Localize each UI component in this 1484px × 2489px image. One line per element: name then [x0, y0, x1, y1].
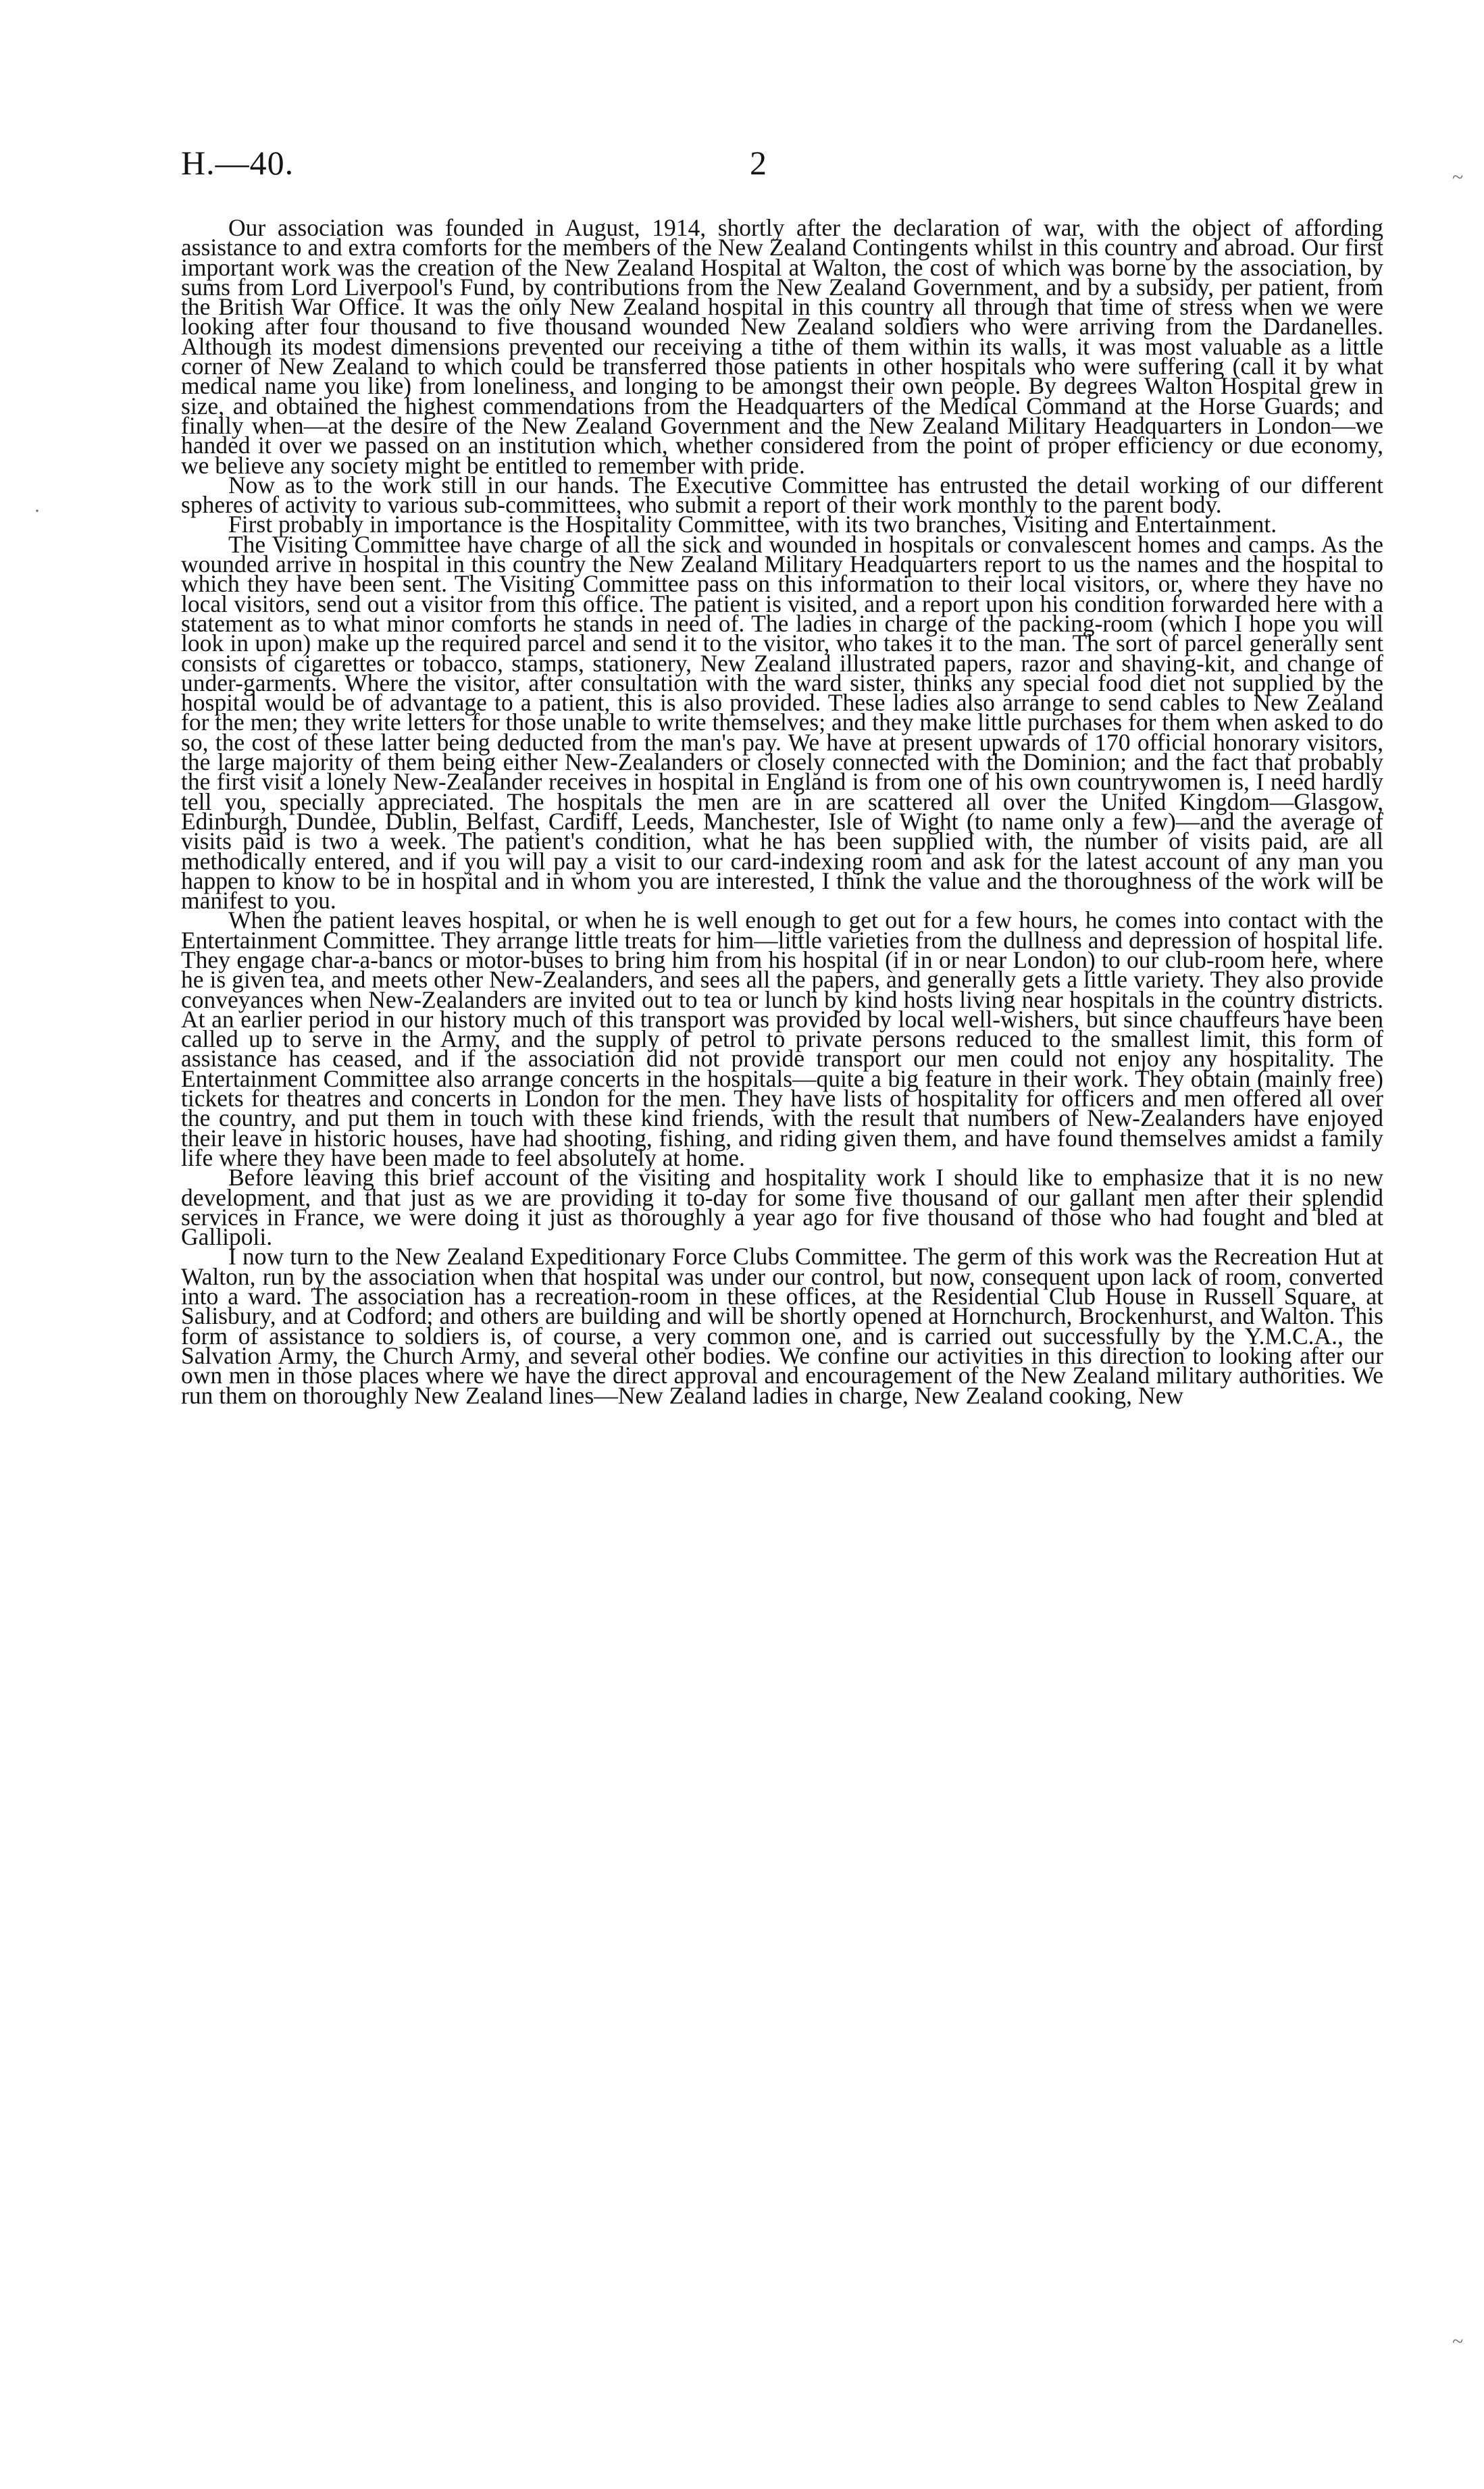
- page-number: 2: [750, 144, 767, 182]
- paragraph: The Visiting Committee have charge of all the sick and wounded in hospitals or convalescent homes and camps. As the wounded arrive in hospital in this country the New Zealand Military Headquarters report to us the names and the hospital to which they have been sent. The Visiting Committee pass on this information to their local visitors, or, where they have no local visitors, send out a visitor from this office. The patient is visited, and a report upon his condition forwarded here with a statement as to what minor comforts he stands in need of. The ladies in charge of the packing-room (which I hope you will look in upon) make up the required parcel and send it to the visitor, who takes it to the man. The sort of parcel generally sent consists of cigarettes or tobacco, stamps, stationery, New Zealand illustrated papers, razor and shaving-kit, and change of under-garments. Where the visitor, after consultation with the ward sister, thinks any special food diet not supplied by the hospital would be of advantage to a patient, this is also provided. These ladies also arrange to send cables to New Zealand for the men; they write letters for those unable to write themselves; and they make little purchases for them when asked to do so, the cost of these latter being deducted from the man's pay. We have at present upwards of 170 official honorary visitors, the large majority of them being either New-Zealanders or closely connected with the Dominion; and the fact that probably the first visit a lonely New-Zealander receives in hospital in England is from one of his own countrywomen is, I need hardly tell you, specially appreciated. The hospitals the men are in are scattered all over the United Kingdom—Glasgow, Edinburgh, Dundee, Dublin, Belfast, Cardiff, Leeds, Manchester, Isle of Wight (to name only a few)—and the average of visits paid is two a week. The patient's condition, what he has been supplied with, the number of visits paid, are all methodically entered, and if you will pay a visit to our card-indexing room and ask for the latest account of any man you happen to know to be in hospital and in whom you are interested, I think the value and the thoroughness of the work will be manifest to you.: [181, 530, 1383, 915]
- margin-mark-icon: ~: [1452, 2330, 1464, 2353]
- paragraph: Our association was founded in August, 1914, shortly after the declaration of war, with the object of affording assistance to and extra comforts for the members of the New Zealand Contingents whilst in this country and abroad. Our first important work was the creation of the New Zealand Hospital at Walton, the cost of which was borne by the association, by sums from Lord Liverpool's Fund, by contributions from the New Zealand Government, and by a subsidy, per patient, from the British War Office. It was the only New Zealand hospital in this country all through that time of stress when we were looking after four thousand to five thousand wounded New Zealand soldiers who were arriving from the Dardanelles. Although its modest dimensions prevented our receiving a tithe of them within its walls, it was most valuable as a little corner of New Zealand to which could be transferred those patients in other hospitals who were suffering (call it by what medical name you like) from loneliness, and longing to be amongst their own people. By degrees Walton Hospital grew in size, and obtained the highest commendations from the Headquarters of the Medical Command at the Horse Guards; and finally when—at the desire of the New Zealand Government and the New Zealand Military Headquarters in London—we handed it over we passed on an institution which, whether considered from the point of proper efficiency or due economy, we believe any society might be entitled to remember with pride.: [181, 214, 1383, 479]
- paragraph: Now as to the work still in our hands. The Executive Committee has entrusted the detail working of our different spheres of activity to various sub-committees, who submit a report of their work monthly to the parent body.: [181, 471, 1383, 519]
- paragraph: First probably in importance is the Hospitality Committee, with its two branches, Visiting and Entertainment.: [228, 511, 1277, 538]
- paragraph: I now turn to the New Zealand Expeditionary Force Clubs Committee. The germ of this work was the Recreation Hut at Walton, run by the association when that hospital was under our control, but now, consequent upon lack of room, converted into a ward. The association has a recreation-room in these offices, at the Residential Club House in Russell Square, at Salisbury, and at Codford; and others are building and will be shortly opened at Hornchurch, Brockenhurst, and Walton. This form of assistance to soldiers is, of course, a very common one, and is carried out successfully by the Y.M.C.A., the Salvation Army, the Church Army, and several other bodies. We confine our activities in this direction to looking after our own men in those places where we have the direct approval and encouragement of the New Zealand military authorities. We run them on thoroughly New Zealand lines—New Zealand ladies in charge, New Zealand cooking, New: [181, 1243, 1383, 1409]
- document-reference: H.—40.: [181, 144, 295, 182]
- paragraph: Before leaving this brief account of the visiting and hospitality work I should like to emphasize that it is no new development, and that just as we are providing it to-day for some five thousand of our gallant men after their splendid services in France, we were doing it just as thoroughly a year ago for five thousand of those who had fought and bled at Gallipoli.: [181, 1164, 1383, 1251]
- margin-mark-icon: ~: [1452, 166, 1464, 188]
- page-header: [181, 143, 1383, 190]
- body-text: [181, 214, 1383, 1409]
- margin-dot-icon: ·: [34, 500, 41, 522]
- paragraph: When the patient leaves hospital, or when he is well enough to get out for a few hours, he comes into contact with the Entertainment Committee. They arrange little treats for him—little varieties from the dullness and depression of hospital life. They engage char-a-bancs or motor-buses to bring him from his hospital (if in or near London) to our club-room here, where he is given tea, and meets other New-Zealanders, and sees all the papers, and generally gets a little variety. They also provide conveyances when New-Zealanders are invited out to tea or lunch by kind hosts living near hospitals in the country districts. At an earlier period in our history much of this transport was provided by local well-wishers, but since chauffeurs have been called up to serve in the Army, and the supply of petrol to private persons reduced to the smallest limit, this form of assistance has ceased, and if the association did not provide transport our men could not enjoy any hospitality. The Entertainment Committee also arrange concerts in the hospitals—quite a big feature in their work. They obtain (mainly free) tickets for theatres and concerts in London for the men. They have lists of hospitality for officers and men offered all over the country, and put them in touch with these kind friends, with the result that numbers of New-Zealanders have enjoyed their leave in historic houses, have had shooting, fishing, and riding given them, and have found themselves amidst a family life where they have been made to feel absolutely at home.: [181, 906, 1383, 1171]
